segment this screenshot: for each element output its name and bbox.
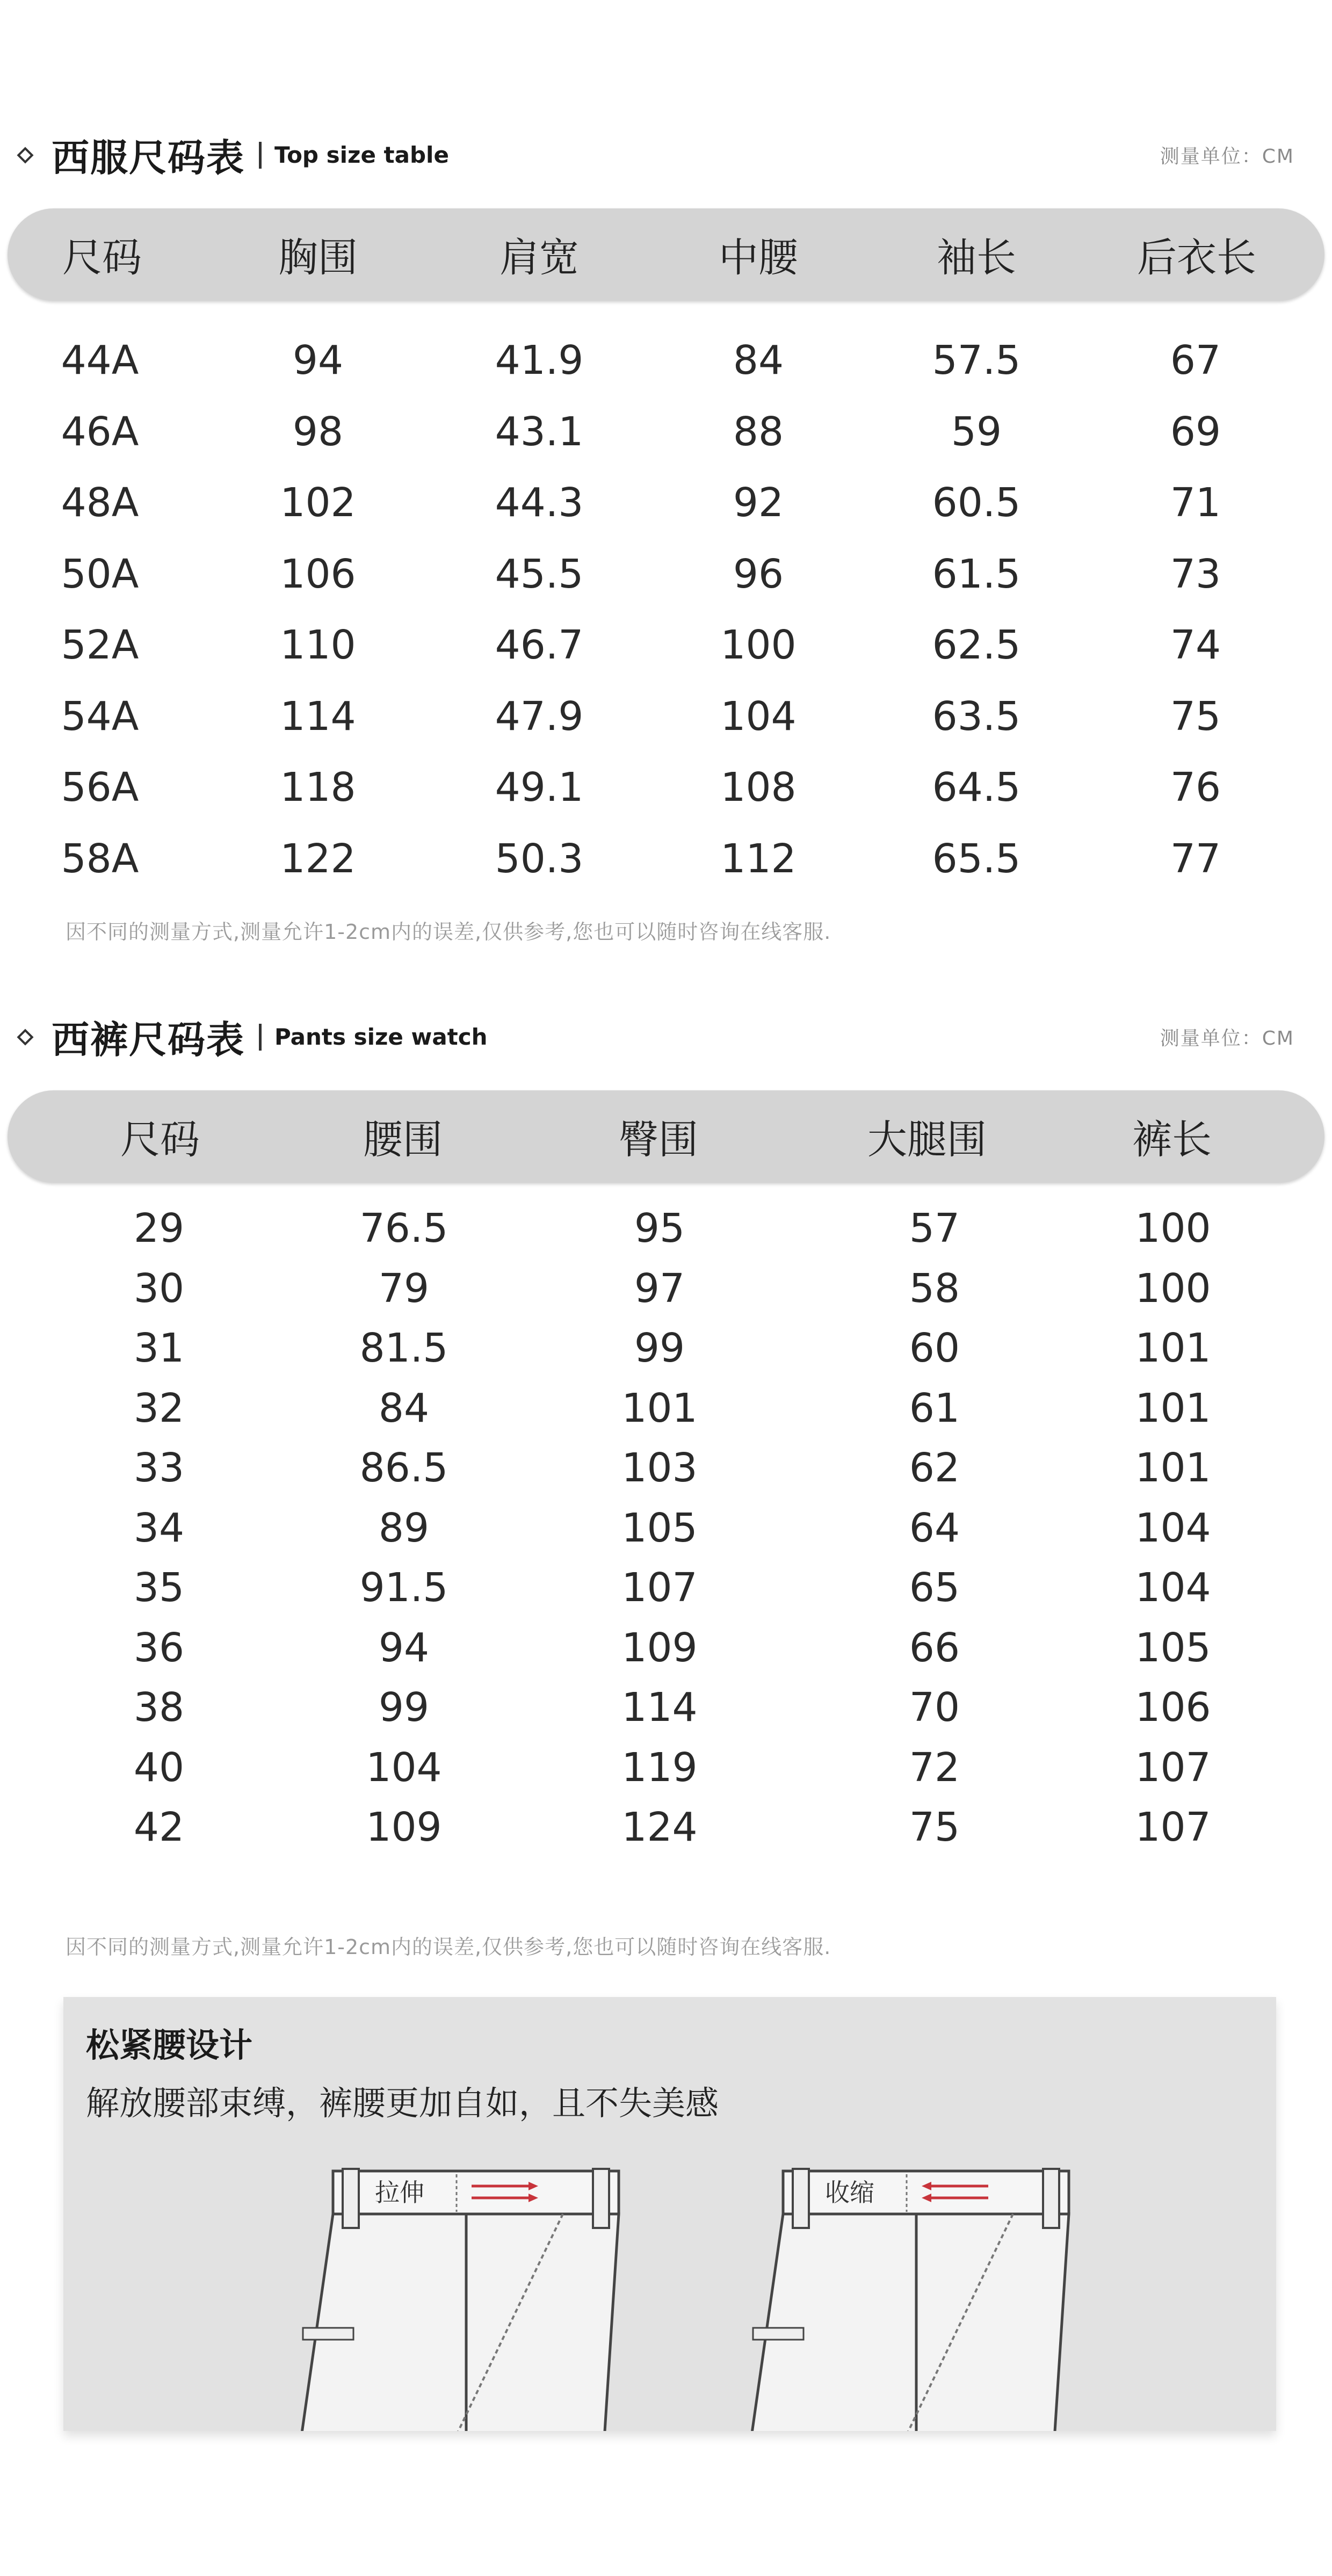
top-table-title: 西服尺码表 — [52, 136, 245, 180]
table-cell: 76 — [1170, 764, 1221, 811]
table-cell: 108 — [720, 764, 797, 811]
table-row — [0, 829, 1332, 888]
table-cell: 95 — [634, 1205, 685, 1251]
table-cell: 66 — [909, 1624, 960, 1671]
pocket-icon — [753, 2328, 803, 2340]
table-row — [0, 473, 1332, 532]
table-cell: 89 — [378, 1504, 430, 1551]
table-cell: 84 — [733, 337, 784, 383]
belt-loop-icon — [343, 2169, 359, 2228]
table-cell: 114 — [280, 693, 356, 740]
table-cell: 101 — [1135, 1385, 1211, 1431]
table-cell: 106 — [280, 551, 356, 597]
table-cell: 104 — [1135, 1565, 1211, 1611]
table-cell: 58 — [909, 1265, 960, 1312]
table-cell: 119 — [621, 1744, 698, 1791]
table-cell: 118 — [280, 764, 356, 811]
table-row — [0, 1678, 1332, 1737]
table-cell: 122 — [280, 835, 356, 882]
table-row — [0, 616, 1332, 675]
column-header: 胸围 — [278, 235, 358, 281]
table-cell: 71 — [1170, 480, 1221, 526]
table-cell: 30 — [133, 1265, 185, 1312]
table-cell: 92 — [733, 480, 784, 526]
table-cell: 36 — [133, 1624, 185, 1671]
table-cell: 56A — [61, 764, 139, 811]
column-header: 袖长 — [937, 235, 1016, 281]
pants-table-header-bar — [8, 1090, 1324, 1183]
table-cell: 59 — [951, 408, 1002, 455]
table-row — [0, 545, 1332, 604]
table-cell: 100 — [720, 622, 797, 668]
pants-table-unit: 测量单位：CM — [1160, 1027, 1294, 1050]
pants-table-note: 因不同的测量方式,测量允许1-2cm内的误差,仅供参考,您也可以随时咨询在线客服. — [66, 1935, 831, 1959]
belt-loop-icon — [593, 2169, 609, 2228]
table-cell: 103 — [621, 1445, 698, 1491]
table-cell: 65 — [909, 1565, 960, 1611]
table-cell: 47.9 — [495, 693, 584, 740]
table-cell: 105 — [621, 1504, 698, 1551]
diamond-icon — [17, 147, 33, 163]
table-cell: 100 — [1135, 1205, 1211, 1251]
table-cell: 81.5 — [359, 1325, 448, 1371]
table-cell: 105 — [1135, 1624, 1211, 1671]
table-cell: 35 — [133, 1565, 185, 1611]
table-row — [0, 1199, 1332, 1258]
table-cell: 60 — [909, 1325, 960, 1371]
table-cell: 61.5 — [932, 551, 1021, 597]
table-cell: 101 — [1135, 1325, 1211, 1371]
table-row — [0, 1558, 1332, 1617]
table-cell: 49.1 — [495, 764, 584, 811]
title-divider — [259, 142, 262, 169]
table-row — [0, 758, 1332, 817]
table-cell: 50A — [61, 551, 139, 597]
table-cell: 41.9 — [495, 337, 584, 383]
top-table-subtitle: Top size table — [274, 142, 449, 168]
table-cell: 43.1 — [495, 408, 584, 455]
table-cell: 106 — [1135, 1684, 1211, 1731]
table-cell: 57 — [909, 1205, 960, 1251]
top-table-unit: 测量单位：CM — [1160, 146, 1294, 168]
table-cell: 124 — [621, 1804, 698, 1850]
elastic-waist-panel — [63, 1997, 1276, 2431]
table-cell: 109 — [621, 1624, 698, 1671]
table-cell: 84 — [378, 1385, 430, 1431]
table-row — [0, 1379, 1332, 1438]
feature-description: 解放腰部束缚，裤腰更加自如，且不失美感 — [86, 2083, 719, 2123]
table-cell: 114 — [621, 1684, 698, 1731]
table-row — [0, 1438, 1332, 1497]
table-cell: 32 — [133, 1385, 185, 1431]
table-cell: 104 — [720, 693, 797, 740]
pants-table-header — [16, 1010, 1294, 1064]
belt-loop-icon — [1043, 2169, 1059, 2228]
table-cell: 76.5 — [359, 1205, 448, 1251]
table-row — [0, 1259, 1332, 1318]
table-cell: 98 — [292, 408, 344, 455]
shrink-label: 收缩 — [825, 2178, 874, 2207]
table-cell: 86.5 — [359, 1445, 448, 1491]
table-cell: 96 — [733, 551, 784, 597]
table-cell: 57.5 — [932, 337, 1021, 383]
table-row — [0, 687, 1332, 746]
table-cell: 44.3 — [495, 480, 584, 526]
table-cell: 42 — [133, 1804, 185, 1850]
table-cell: 54A — [61, 693, 139, 740]
table-row — [0, 402, 1332, 461]
table-cell: 94 — [292, 337, 344, 383]
table-cell: 73 — [1170, 551, 1221, 597]
feature-title: 松紧腰设计 — [86, 2025, 253, 2065]
table-cell: 33 — [133, 1445, 185, 1491]
pants-table-subtitle: Pants size watch — [274, 1024, 488, 1050]
table-cell: 101 — [1135, 1445, 1211, 1491]
column-header: 中腰 — [719, 235, 798, 281]
table-cell: 107 — [1135, 1744, 1211, 1791]
belt-loop-icon — [793, 2169, 809, 2228]
table-cell: 62 — [909, 1445, 960, 1491]
table-cell: 72 — [909, 1744, 960, 1791]
table-cell: 97 — [634, 1265, 685, 1312]
table-cell: 79 — [378, 1265, 430, 1312]
stretch-pants-illustration — [273, 2158, 660, 2431]
table-cell: 64 — [909, 1504, 960, 1551]
table-cell: 112 — [720, 835, 797, 882]
table-cell: 61 — [909, 1385, 960, 1431]
table-cell: 50.3 — [495, 835, 584, 882]
table-row — [0, 1618, 1332, 1677]
table-row — [0, 331, 1332, 390]
top-table-note: 因不同的测量方式,测量允许1-2cm内的误差,仅供参考,您也可以随时咨询在线客服. — [66, 920, 831, 944]
table-cell: 77 — [1170, 835, 1221, 882]
column-header: 裤长 — [1132, 1117, 1212, 1163]
pocket-icon — [303, 2328, 353, 2340]
table-cell: 110 — [280, 622, 356, 668]
table-cell: 99 — [634, 1325, 685, 1371]
table-cell: 60.5 — [932, 480, 1021, 526]
table-cell: 101 — [621, 1385, 698, 1431]
column-header: 大腿围 — [867, 1117, 987, 1163]
table-cell: 63.5 — [932, 693, 1021, 740]
table-row — [0, 1798, 1332, 1857]
table-cell: 70 — [909, 1684, 960, 1731]
table-cell: 29 — [133, 1205, 185, 1251]
table-cell: 104 — [366, 1744, 442, 1791]
table-cell: 109 — [366, 1804, 442, 1850]
table-cell: 45.5 — [495, 551, 584, 597]
top-table-header — [16, 128, 1294, 182]
table-cell: 64.5 — [932, 764, 1021, 811]
table-row — [0, 1738, 1332, 1797]
shrink-pants-illustration — [723, 2158, 1110, 2431]
table-cell: 99 — [378, 1684, 430, 1731]
table-cell: 46A — [61, 408, 139, 455]
table-cell: 67 — [1170, 337, 1221, 383]
column-header: 肩宽 — [500, 235, 579, 281]
table-cell: 44A — [61, 337, 139, 383]
table-cell: 94 — [378, 1624, 430, 1671]
column-header: 尺码 — [62, 235, 142, 281]
table-cell: 102 — [280, 480, 356, 526]
column-header: 后衣长 — [1137, 235, 1256, 281]
diamond-icon — [17, 1029, 33, 1045]
table-cell: 104 — [1135, 1504, 1211, 1551]
table-cell: 88 — [733, 408, 784, 455]
table-cell: 107 — [1135, 1804, 1211, 1850]
table-cell: 34 — [133, 1504, 185, 1551]
table-cell: 65.5 — [932, 835, 1021, 882]
title-divider — [259, 1024, 262, 1051]
table-cell: 75 — [909, 1804, 960, 1850]
column-header: 腰围 — [363, 1117, 443, 1163]
table-row — [0, 1319, 1332, 1378]
table-cell: 100 — [1135, 1265, 1211, 1312]
table-cell: 107 — [621, 1565, 698, 1611]
column-header: 臀围 — [619, 1117, 698, 1163]
table-cell: 40 — [133, 1744, 185, 1791]
table-row — [0, 1499, 1332, 1558]
column-header: 尺码 — [120, 1117, 200, 1163]
table-cell: 69 — [1170, 408, 1221, 455]
table-cell: 46.7 — [495, 622, 584, 668]
table-cell: 52A — [61, 622, 139, 668]
table-cell: 58A — [61, 835, 139, 882]
table-cell: 31 — [133, 1325, 185, 1371]
table-cell: 48A — [61, 480, 139, 526]
pants-table-title: 西裤尺码表 — [52, 1018, 245, 1062]
table-cell: 74 — [1170, 622, 1221, 668]
top-table-header-bar — [8, 208, 1324, 301]
table-cell: 91.5 — [359, 1565, 448, 1611]
table-cell: 62.5 — [932, 622, 1021, 668]
stretch-label: 拉伸 — [375, 2178, 424, 2207]
table-cell: 75 — [1170, 693, 1221, 740]
table-cell: 38 — [133, 1684, 185, 1731]
